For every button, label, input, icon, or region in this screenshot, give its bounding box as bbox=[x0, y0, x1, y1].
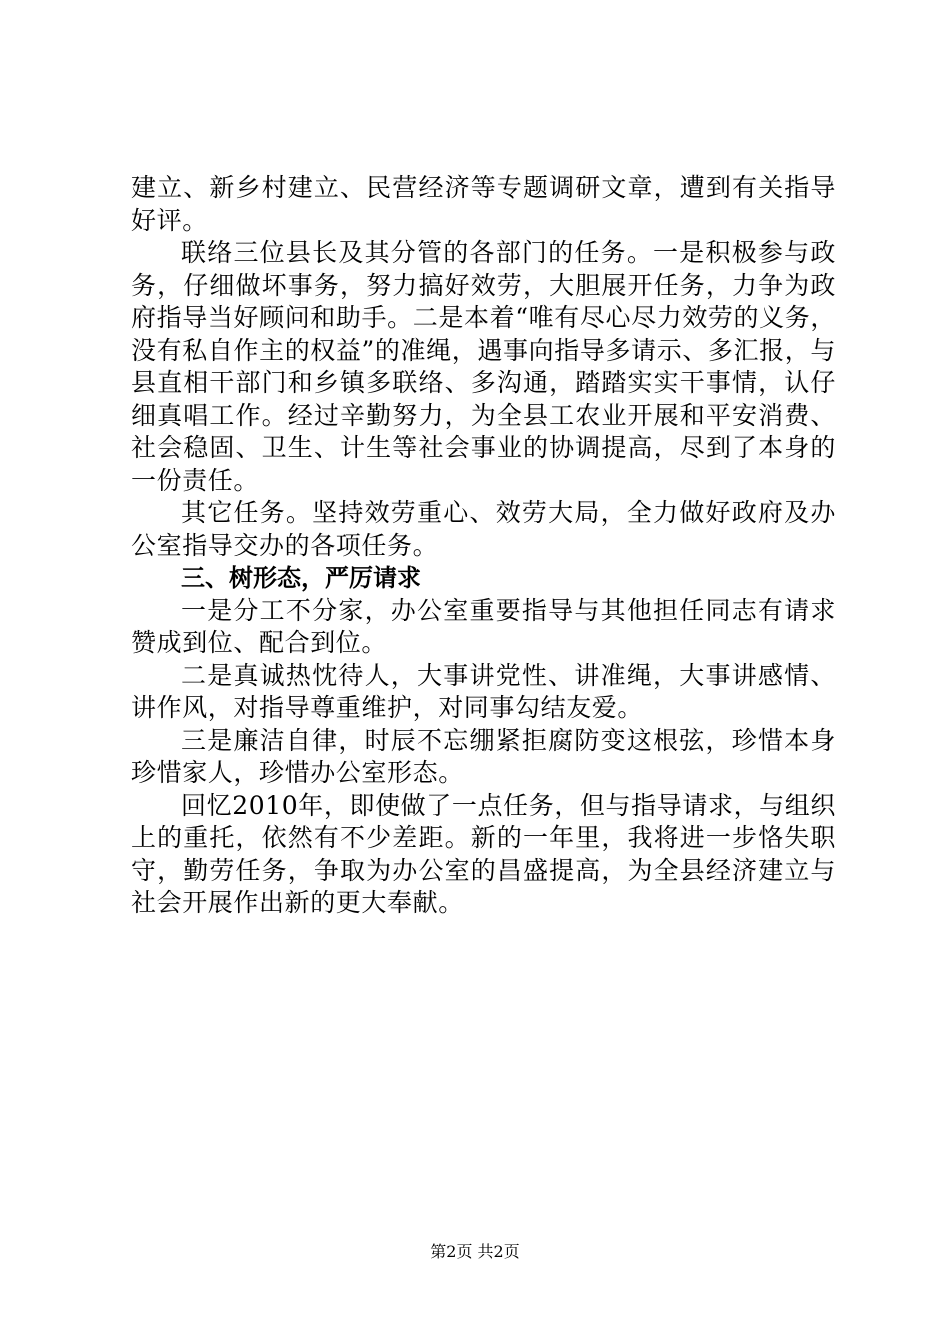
page-footer bbox=[0, 1242, 950, 1262]
paragraph-liaison-duties: 联络三位县长及其分管的各部门的任务。一是积极参与政务，仔细做坏事务，努力搞好效劳，大胆展开任务，力争为政府指导当好顾问和助手。二是本着“唯有尽心尽力效劳的义务，没有私自作主的权益”的准绳，遇事向指导多请示、多汇报，与县直相干部门和乡镇多联络、多沟通，踏踏实实干事情，认仔细真唱工作。经过辛勤努力，为全县工农业开展和平安消费、社会稳固、卫生、计生等社会事业的协调提高，尽到了本身的一份责任。 bbox=[131, 238, 836, 495]
document-body bbox=[131, 172, 836, 920]
paragraph-point-three: 三是廉洁自律，时辰不忘绷紧拒腐防变这根弦，珍惜本身珍惜家人，珍惜办公室形态。 bbox=[131, 725, 836, 787]
paragraph-review: 回忆2010年，即使做了一点任务，但与指导请求，与组织上的重托，依然有不少差距。新的一年里，我将进一步恪失职守，勤劳任务，争取为办公室的昌盛提高，为全县经济建立与社会开展作出新的更大奉献。 bbox=[131, 790, 836, 917]
paragraph-other-duties: 其它任务。坚持效劳重心、效劳大局，全力做好政府及办公室指导交办的各项任务。 bbox=[131, 498, 836, 560]
paragraph-point-one: 一是分工不分家，办公室重要指导与其他担任同志有请求赞成到位、配合到位。 bbox=[131, 595, 836, 657]
paragraph-point-two: 二是真诚热忱待人，大事讲党性、讲准绳，大事讲感情、讲作风，对指导尊重维护，对同事勾结友爱。 bbox=[131, 660, 836, 722]
page-number: 第2页 共2页 bbox=[430, 1242, 520, 1261]
section-heading: 三、树形态，严厉请求 bbox=[181, 564, 421, 592]
paragraph-continuation: 建立、新乡村建立、民营经济等专题调研文章，遭到有关指导好评。 bbox=[131, 173, 836, 235]
